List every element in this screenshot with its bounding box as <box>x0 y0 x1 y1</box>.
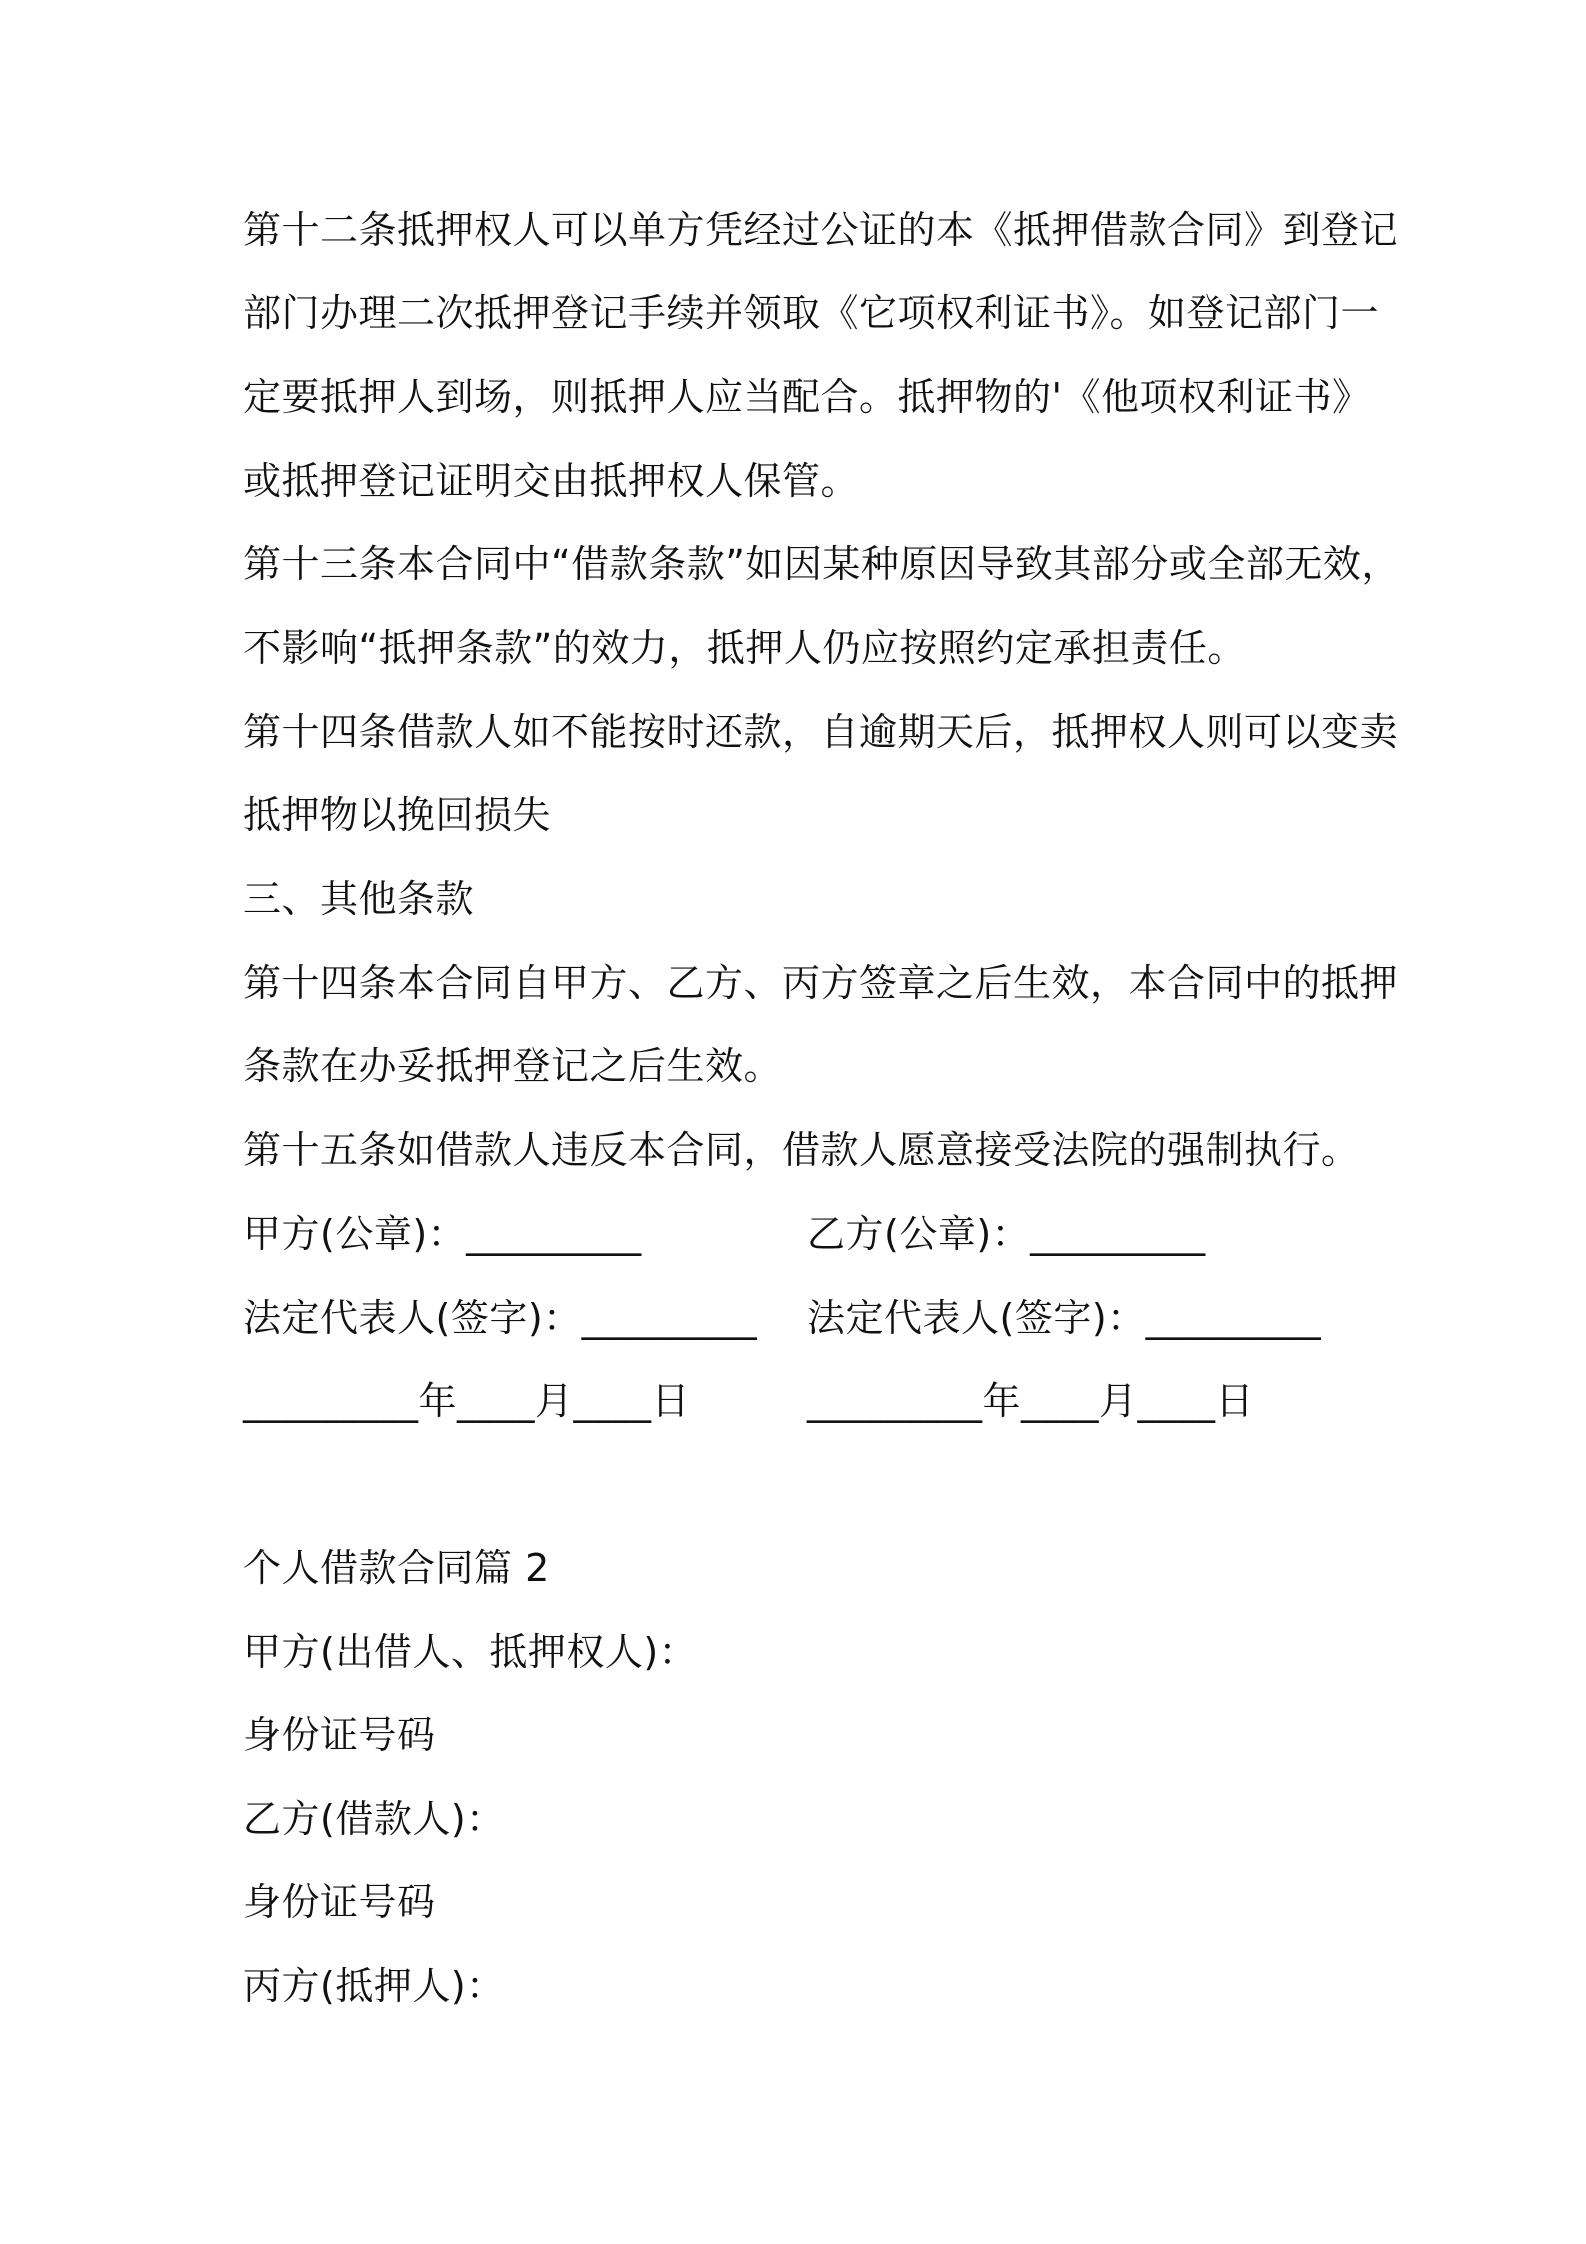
party-b-seal-line: 乙方(公章)：_________ <box>807 1212 1206 1256</box>
clause-12-line-2: 部门办理二次抵押登记手续并领取《它项权利证书》。如登记部门一 <box>243 291 1380 335</box>
clause-14a-line-2: 抵押物以挽回损失 <box>243 793 552 837</box>
party-b-borrower-line: 乙方(借款人)： <box>243 1797 505 1841</box>
date-a-line: _________年____月____日 <box>243 1379 691 1423</box>
part-2-title: 个人借款合同篇 2 <box>243 1546 550 1590</box>
clause-12-line-4: 或抵押登记证明交由抵押权人保管。 <box>243 459 860 503</box>
section-3-heading: 三、其他条款 <box>243 877 475 921</box>
party-a-seal-line: 甲方(公章)：_________ <box>243 1212 642 1256</box>
party-c-mortgagor-line: 丙方(抵押人)： <box>243 1964 505 2008</box>
party-b-id-line: 身份证号码 <box>243 1880 436 1924</box>
clause-13-line-1: 第十三条本合同中“借款条款”如因某种原因导致其部分或全部无效， <box>243 542 1400 586</box>
party-a-id-line: 身份证号码 <box>243 1713 436 1757</box>
clause-13-line-2: 不影响“抵押条款”的效力，抵押人仍应按照约定承担责任。 <box>243 626 1246 670</box>
party-a-lender-line: 甲方(出借人、抵押权人)： <box>243 1630 698 1674</box>
rep-b-signature-line: 法定代表人(签字)：_________ <box>807 1296 1322 1340</box>
clause-14a-line-1: 第十四条借款人如不能按时还款，自逾期天后，抵押权人则可以变卖 <box>243 710 1399 754</box>
rep-a-signature-line: 法定代表人(签字)：_________ <box>243 1296 758 1340</box>
clause-12-line-1: 第十二条抵押权人可以单方凭经过公证的本《抵押借款合同》到登记 <box>243 208 1399 252</box>
clause-14b-line-1: 第十四条本合同自甲方、乙方、丙方签章之后生效，本合同中的抵押 <box>243 961 1399 1005</box>
clause-14b-line-2: 条款在办妥抵押登记之后生效。 <box>243 1044 783 1088</box>
clause-15: 第十五条如借款人违反本合同，借款人愿意接受法院的强制执行。 <box>243 1128 1360 1172</box>
clause-12-line-3: 定要抵押人到场，则抵押人应当配合。抵押物的'《他项权利证书》 <box>243 375 1371 419</box>
date-b-line: _________年____月____日 <box>807 1379 1255 1423</box>
